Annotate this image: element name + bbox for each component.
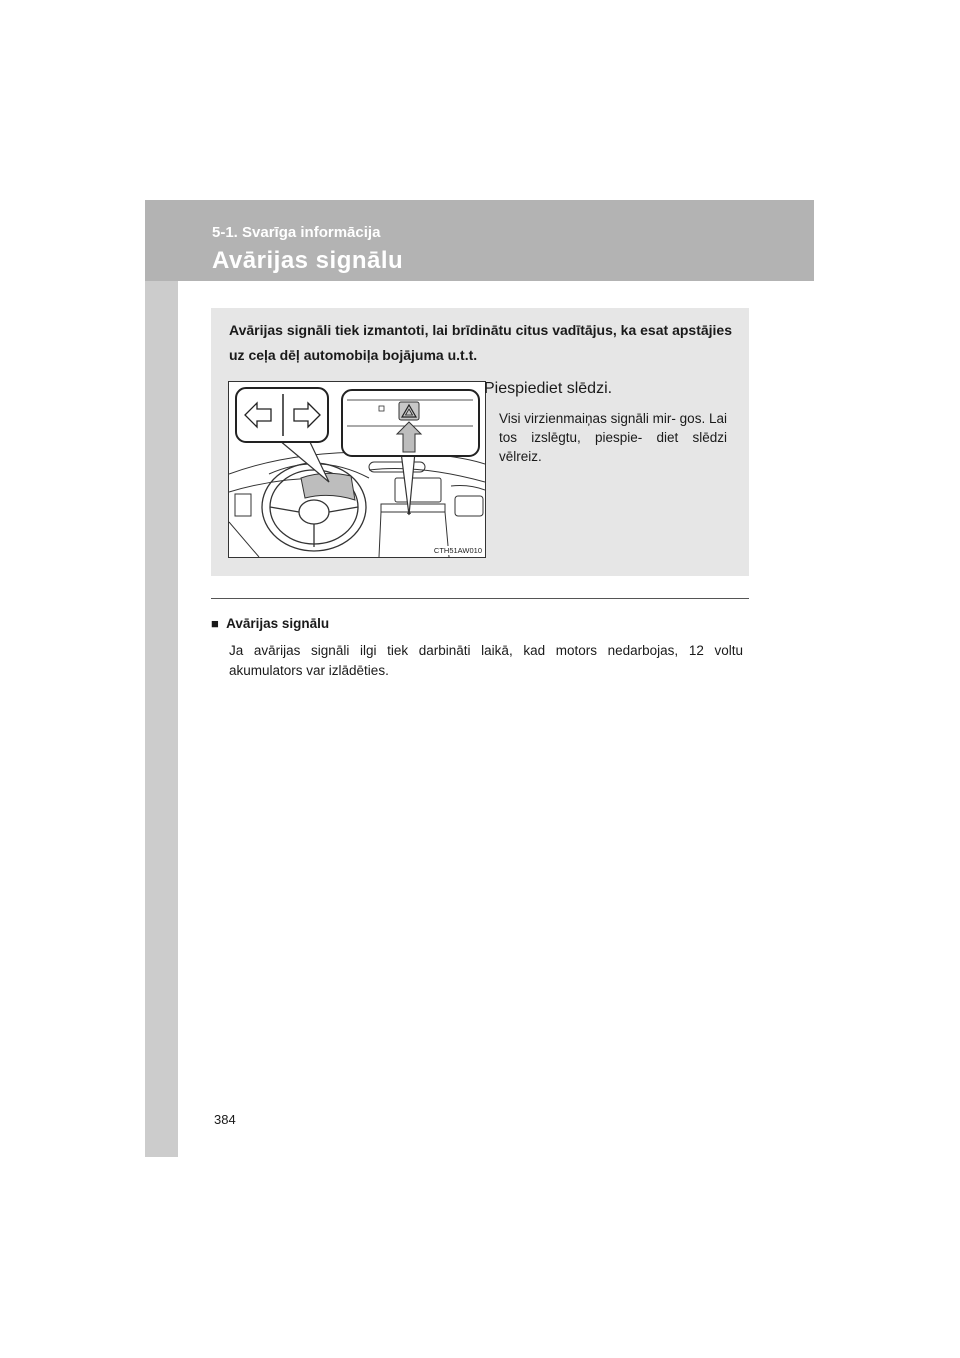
bullet-square-icon: ■ [211, 616, 219, 631]
step-title: Piespiediet slēdzi. [484, 380, 613, 397]
page-header [145, 200, 814, 281]
page-number: 384 [214, 1112, 236, 1127]
hazard-triangle-icon [399, 402, 419, 420]
note-heading [211, 616, 329, 631]
section-divider [211, 598, 749, 599]
side-strip [145, 200, 178, 1157]
step-description: Visi virzienmaiņas signāli mir- gos. Lai tos izslēgtu, piespie- diet slēdzi vēlreiz. [499, 411, 727, 464]
note-text: Ja avārijas signāli ilgi tiek darbināti laikā, kad motors nedarbojas, 12 voltu akumulators var izlādēties. [229, 643, 743, 678]
dashboard-drawing [229, 382, 485, 557]
intro-text: Avārijas signāli tiek izmantoti, lai brīdinātu citus vadītājus, ka esat apstājies uz ceļa dēļ automobiļa bojājuma u.t.t. [229, 322, 732, 363]
dashboard-illustration [228, 381, 486, 558]
figure-code: CTH51AW010 [433, 546, 482, 555]
note-heading-text: Avārijas signālu [226, 616, 330, 631]
section-label: 5-1. Svarīga informācija [212, 224, 381, 241]
page-title: Avārijas signālu [212, 247, 404, 274]
info-box [211, 308, 749, 576]
